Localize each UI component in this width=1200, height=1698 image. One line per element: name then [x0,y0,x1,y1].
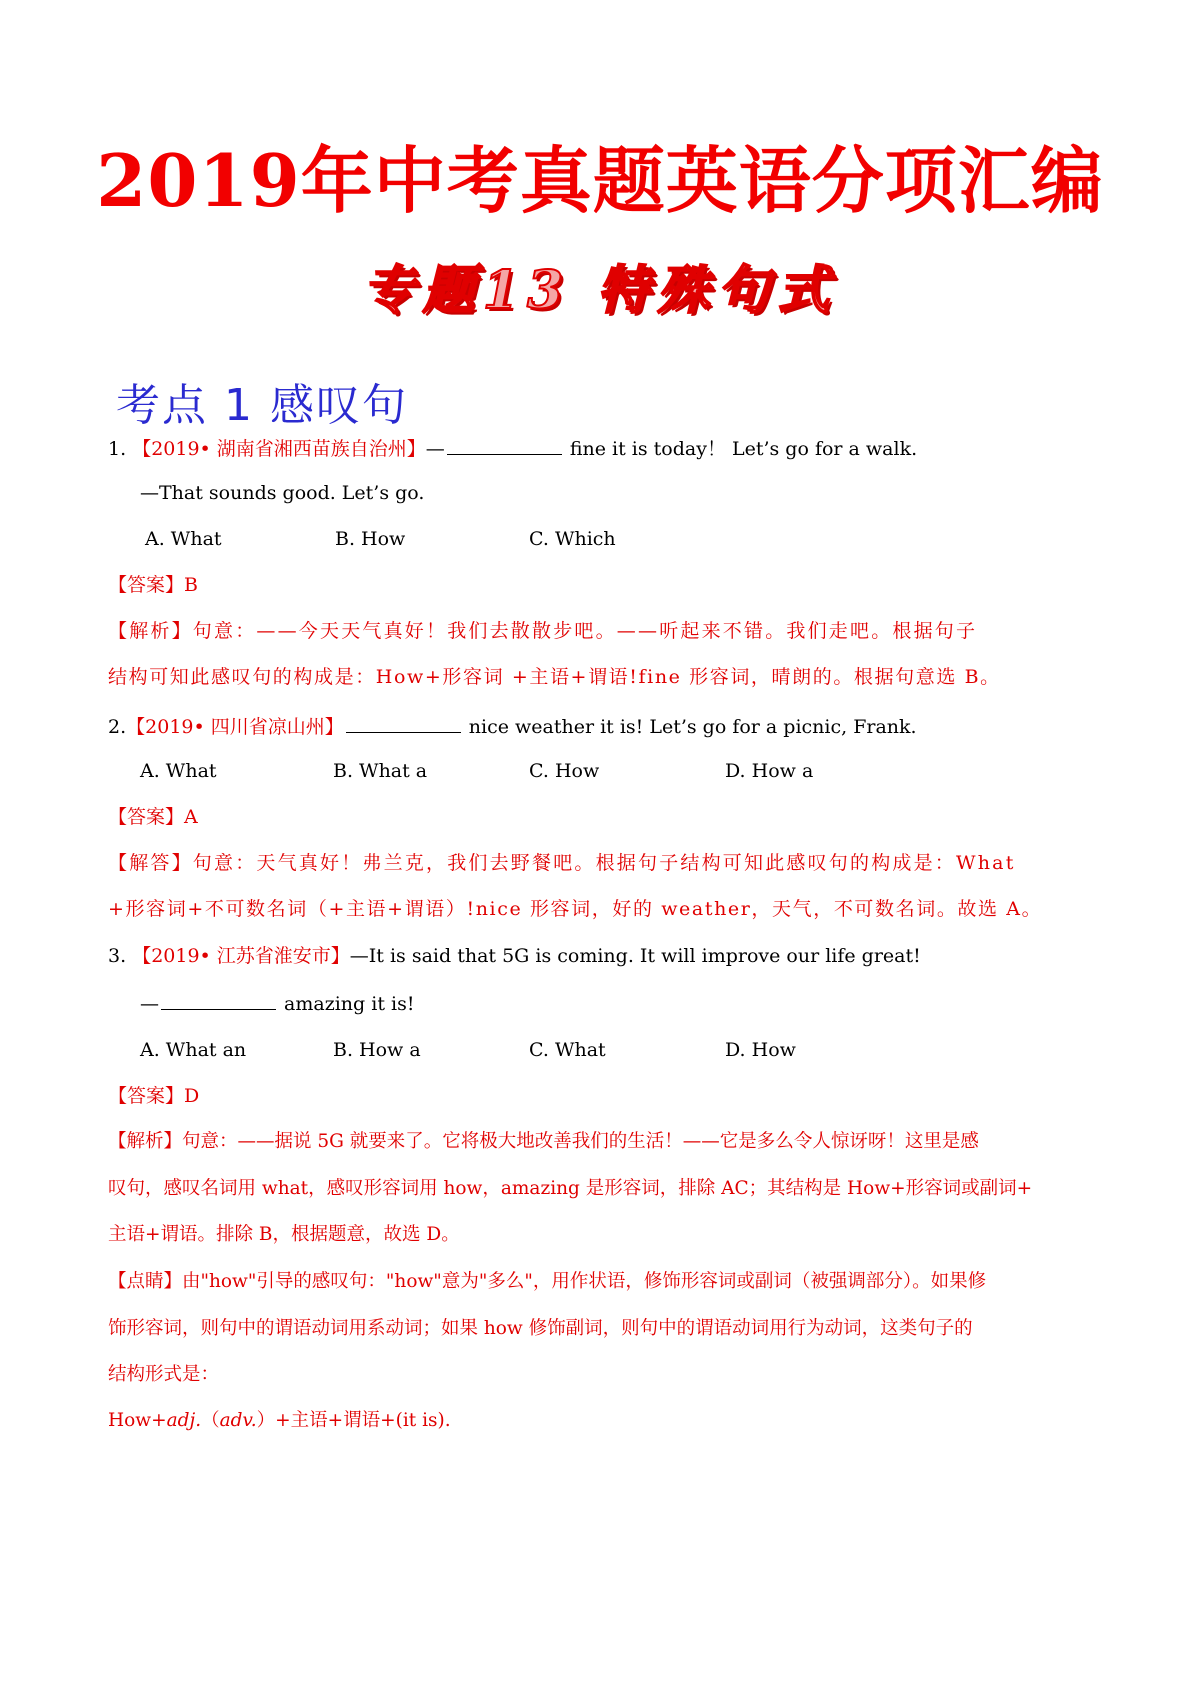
answer-line: 【答案】A [108,806,198,828]
question-source: 【2019• 湖南省湘西苗族自治州】 [132,438,426,460]
stem-prefix: — [140,993,159,1015]
stem-text: nice weather it is! Let’s go for a picnic, Frank. [462,716,917,738]
stem-text: amazing it is! [278,993,415,1015]
question-2-stem [108,716,917,737]
option-b: B. What a [333,760,428,782]
stem-prefix: — [425,438,445,460]
formula-part: How+ [108,1410,167,1431]
question-number: 3. [108,945,127,967]
question-3-stem-line2 [140,993,414,1014]
option-c: C. How [529,760,600,782]
formula-adv: adv. [219,1410,257,1431]
question-1-stem [108,438,917,459]
formula-adj: adj. [166,1410,202,1431]
stem-text: —It is said that 5G is coming. It will improve our life great! [349,945,921,967]
option-d: D. How a [725,760,814,782]
option-b: B. How a [333,1039,421,1061]
answer-blank [346,716,461,733]
question-1-stem-line2: —That sounds good. Let’s go. [140,482,425,504]
question-3-stem [108,947,921,966]
option-b: B. How [335,528,406,550]
section-heading: 考点 1 感叹句 [116,380,408,431]
question-number: 1. [108,438,127,460]
option-a: A. What an [140,1039,247,1061]
tip-formula [108,1412,451,1431]
document-title: 2019年中考真题英语分项汇编 [96,138,1104,223]
option-a: A. What [140,760,217,782]
answer-blank [161,993,276,1010]
analysis-line: 结构可知此感叹句的构成是：How+形容词 +主语+谓语!fine 形容词，晴朗的。根据句意选 B。 [108,666,1001,688]
analysis-line: 【解答】句意：天气真好！弗兰克，我们去野餐吧。根据句子结构可知此感叹句的构成是：What [108,852,1016,874]
tip-line: 结构形式是： [108,1364,220,1385]
formula-part: ）+主语+谓语+(it is). [256,1410,451,1431]
formula-part: （ [201,1410,220,1431]
analysis-line: 主语+谓语。排除 B，根据题意，故选 D。 [108,1224,460,1245]
analysis-line: +形容词+不可数名词（+主语+谓语）!nice 形容词，好的 weather，天气，不可数名词。故选 A。 [108,898,1043,920]
tip-line: 【点睛】由"how"引导的感叹句："how"意为"多么"，用作状语，修饰形容词或副词（被强调部分）。如果修 [108,1271,987,1292]
option-d: D. How [725,1039,796,1061]
answer-line: 【答案】D [108,1085,200,1107]
answer-line: 【答案】B [108,574,198,596]
document-subtitle: 专题13 特殊句式 [362,260,838,321]
question-number: 2. [108,716,127,738]
analysis-line: 【解析】句意：——据说 5G 就要来了。它将极大地改善我们的生活！——它是多么令人惊讶呀！这里是感 [108,1131,979,1152]
analysis-line: 叹句，感叹名词用 what，感叹形容词用 how，amazing 是形容词，排除 AC；其结构是 How+形容词或副词+ [108,1178,1033,1199]
question-source: 【2019• 江苏省淮安市】 [132,945,350,967]
stem-text: fine it is today！ Let’s go for a walk. [563,438,918,460]
option-c: C. What [529,1039,606,1061]
question-source: 【2019• 四川省凉山州】 [126,716,344,738]
tip-line: 饰形容词，则句中的谓语动词用系动词；如果 how 修饰副词，则句中的谓语动词用行为动词，这类句子的 [108,1318,973,1339]
answer-blank [447,438,562,455]
analysis-line: 【解析】句意：——今天天气真好！我们去散散步吧。——听起来不错。我们走吧。根据句子 [108,620,978,642]
option-a: A. What [145,528,222,550]
option-c: C. Which [529,528,616,550]
